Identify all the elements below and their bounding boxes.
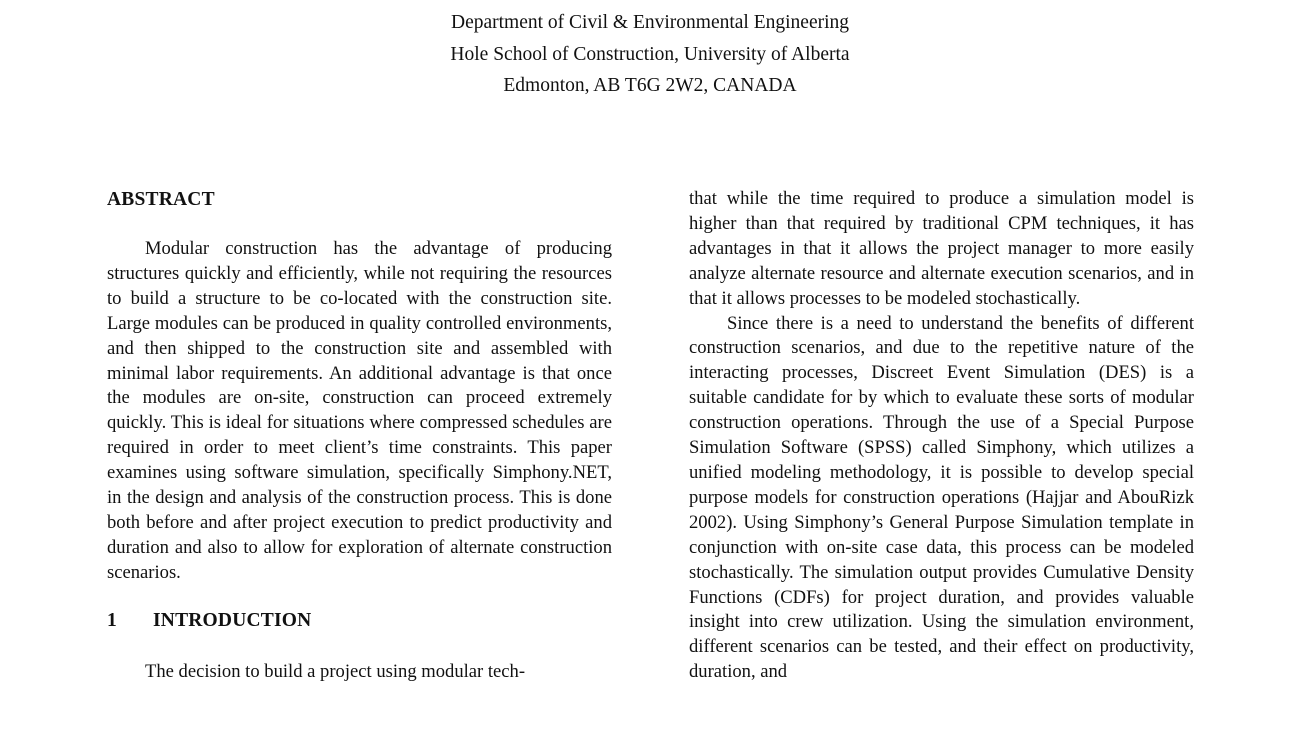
left-column <box>107 187 612 685</box>
abstract-heading: ABSTRACT <box>107 189 215 210</box>
affiliation-block <box>0 7 1300 102</box>
right-column <box>689 187 1194 685</box>
introduction-heading <box>107 608 612 634</box>
body-paragraph-des: Since there is a need to understand the benefits of different construction scenarios, and due to the repetitive nature of the interacting processes, Discreet Event Simulation (DES) is a suitable candidate for by which to evaluate these sorts of modular construction operations. Through the use of a Special Purpose Simulation Software (SPSS) called Simphony, which utilizes a unified modeling methodology, it is possible to develop special purpose models for construction operations (Hajjar and AbouRizk 2002). Using Simphony’s General Purpose Simulation template in conjunction with on-site case data, this process can be modeled stochastically. The simulation output provides Cumulative Density Functions (CDFs) for project duration, and provides valuable insight into crew utilization. Using the simulation environment, different scenarios can be tested, and their effect on productivity, duration, and <box>689 312 1194 683</box>
body-paragraph-continued: that while the time required to produce a simulation model is higher than that required by traditional CPM techniques, it has advantages in that it allows the project manager to more easily analyze alternate resource and alternate execution scenarios, and in that it allows processes to be modeled stochastically. <box>689 188 1194 309</box>
section-title: INTRODUCTION <box>153 609 312 631</box>
introduction-paragraph: The decision to build a project using modular tech- <box>145 660 526 682</box>
affiliation-department: Department of Civil & Environmental Engineering <box>450 12 850 33</box>
abstract-paragraph: Modular construction has the advantage of producing structures quickly and efficiently, while not requiring the resources to build a structure to be co-located with the construction site. Large modules can be produced in quality controlled environments, and then shipped to the construction site and assembled with minimal labor requirements. An additional advantage is that once the modules are on-site, construction can proceed extremely quickly. This is ideal for situations where compressed schedules are required in order to meet client’s time constraints. This paper examines using software simulation, specifically Simphony.NET, in the design and analysis of the construction process. This is done both before and after project execution to predict productivity and duration and also to allow for exploration of alternate construction scenarios. <box>107 238 612 583</box>
affiliation-school: Hole School of Construction, University of Alberta <box>450 43 850 65</box>
section-number: 1 <box>107 609 117 631</box>
affiliation-address: Edmonton, AB T6G 2W2, CANADA <box>503 75 797 96</box>
